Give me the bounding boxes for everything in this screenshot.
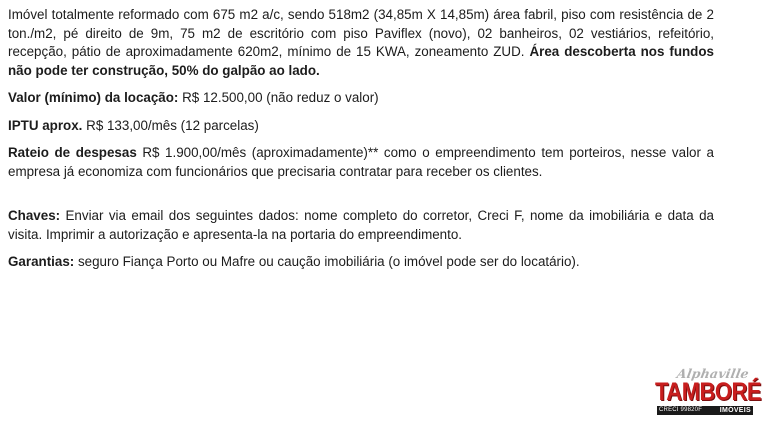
- rateio-paragraph: [8, 144, 714, 181]
- valor-line: [8, 89, 714, 108]
- chaves-paragraph: [8, 207, 714, 244]
- iptu-label: IPTU aprox.: [8, 117, 83, 133]
- logo-brand-text: TAMBORÉ: [655, 377, 762, 406]
- intro-paragraph: [8, 6, 714, 80]
- chaves-label: Chaves:: [8, 208, 61, 223]
- alphaville-tambore-logo: [655, 366, 762, 426]
- rateio-value: R$ 1.900,00/mês (aproximadamente)** como o empreendimento tem porteiros, nesse valor a empresa já economiza com funcionários que precisaria contratar para receber os clientes.: [8, 145, 714, 179]
- garantias-label: Garantias:: [8, 254, 75, 269]
- chaves-value: Enviar via email dos seguintes dados: nome completo do corretor, Creci F, nome da imobiliária e data da visita. Imprimir a autorização e apresenta-la na portaria do empreendimento.: [8, 208, 714, 242]
- garantias-line: [8, 253, 714, 272]
- rateio-label: Rateio de despesas: [8, 145, 137, 160]
- valor-label: Valor (mínimo) da locação:: [8, 90, 179, 105]
- garantias-value: seguro Fiança Porto ou Mafre ou caução imobiliária (o imóvel pode ser do locatário).: [74, 254, 580, 269]
- logo-creci-text: CRECI 99820F: [659, 407, 703, 413]
- document-body: [8, 6, 714, 272]
- intro-bold-note: Área descoberta nos fundos não pode ter construção, 50% do galpão ao lado.: [8, 44, 714, 78]
- intro-text: Imóvel totalmente reformado com 675 m2 a/c, sendo 518m2 (34,85m X 14,85m) área fabril, piso com resistência de 2 ton./m2, pé direito de 9m, 75 m2 de escritório com piso Paviflex (novo), 02 banheiros, 02 vestiários, refeitório, recepção, pátio de aproximadamente 620m2, mínimo de 15 KWA, zoneamento ZUD.: [8, 7, 714, 59]
- iptu-value: R$ 133,00/mês (12 parcelas): [82, 117, 259, 133]
- iptu-line: [8, 117, 714, 136]
- logo-imoveis-text: IMÓVEIS: [719, 407, 751, 414]
- valor-value: R$ 12.500,00 (não reduz o valor): [178, 90, 379, 105]
- logo-script-text: Alphaville: [675, 366, 751, 381]
